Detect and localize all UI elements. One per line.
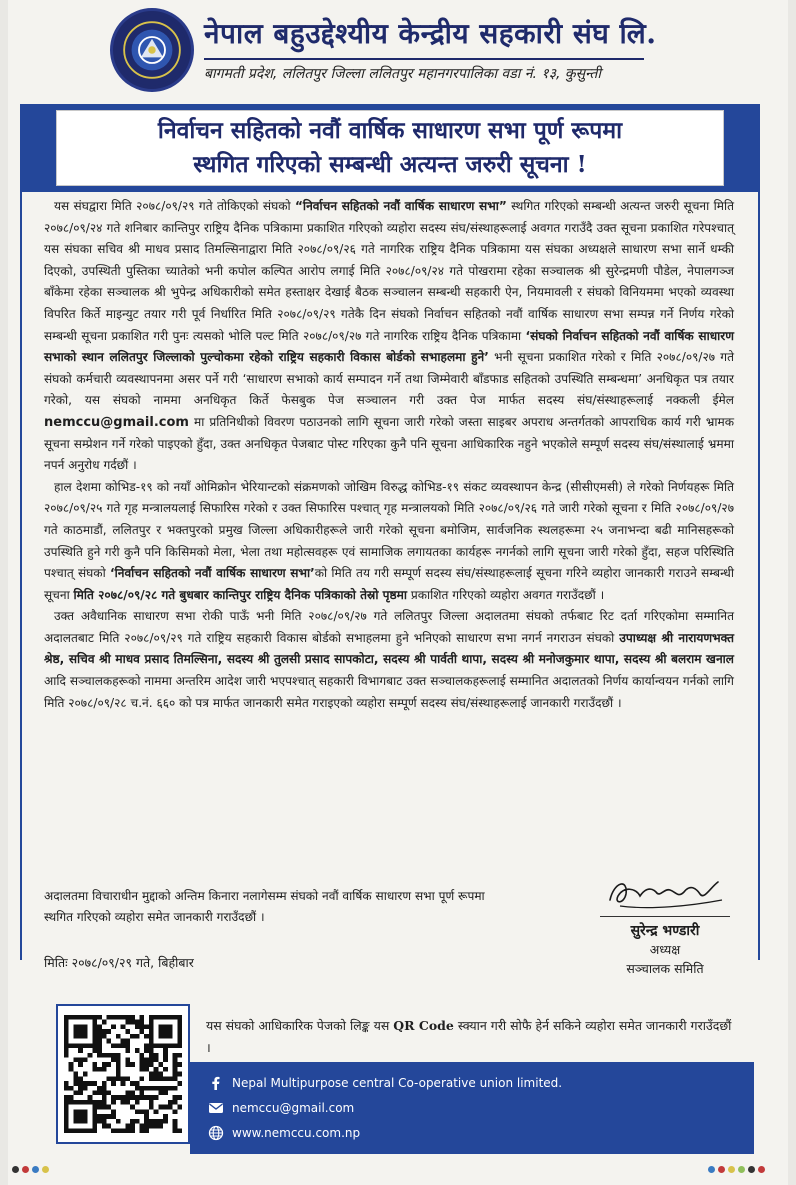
paragraph-3 [44,606,734,714]
title-line-2: स्थगित गरिएको सम्बन्धी अत्यन्त जरुरी सूचना ! [193,151,587,178]
emphasis-text: मिति २०७८/०९/२८ गते बुधबार कान्तिपुर राष्ट्रिय दैनिक पत्रिकाको तेस्रो पृष्ठमा [73,587,408,602]
fake-email-text: nemccu@gmail.com [44,414,189,430]
website-row[interactable] [208,1122,360,1144]
signatory-committee: सञ्चालक समिति [626,961,704,976]
qr-note [206,1015,736,1059]
mail-icon [208,1100,224,1116]
email-row[interactable] [208,1097,354,1119]
organization-name: नेपाल बहुउद्देश्यीय केन्द्रीय सहकारी संघ लि. [204,17,657,50]
body-text-run: उक्त अवैधानिक साधारण सभा रोकी पाऊँ भनी मिति २०७८/०९/२७ गते ललितपुर जिल्ला अदालतमा संघको तर्फबाट रिट दर्ता गरिएकोमा सम्मानित अदालतबाट मिति २०७८/०९/२९ गते राष्ट्रिय सहकारी विकास बोर्डको सभाहलमा हुने भनिएको साधारण सभा नगर्न नगराउन संघको [44,609,734,645]
signatory-name: सुरेन्द्र भण्डारी [630,923,700,939]
body-text-run: को मिति तय गरी सम्पूर्ण सदस्य संघ/संस्थाहरूलाई सूचना गरिने व्यहोरा जानकारी गराउने सम्बन्धी सूचना [44,566,734,602]
paragraph-2 [44,477,734,607]
emphasis-text: ‘निर्वाचन सहितको नवौं वार्षिक साधारण सभा’ [110,566,315,581]
organization-address: बागमती प्रदेश, ललितपुर जिल्ला ललितपुर महानगरपालिका वडा नं. १३, कुसुन्ती [204,66,602,82]
closing-line-1: अदालतमा विचाराधीन मुद्दाको अन्तिम किनारा नलागेसम्म संघको नवौं वार्षिक साधारण सभा पूर्ण रूपमा [44,889,485,903]
contact-website: www.nemccu.com.np [232,1126,361,1140]
notice-sheet [8,0,788,1185]
notice-date: मितिः २०७८/०९/२९ गते, बिहीबार [44,955,194,970]
emphasis-text: “निर्वाचन सहितको नवौं वार्षिक साधारण सभा” [294,199,507,213]
color-registration-dots-right [708,1166,765,1174]
header-divider [204,58,644,60]
notice-body [44,196,734,714]
qr-note-text-end: स्क्यान गरी सोफै हेर्न सकिने व्यहोरा समेत जानकारी गराउँदछौं । [206,1018,732,1055]
facebook-icon [208,1075,224,1091]
body-text-run: भनी सूचना प्रकाशित गरेको र मिति २०७८/०९/२७ गते संघको कर्मचारी व्यवस्थापनमा असर पर्ने गरी ‘साधारण सभाको कार्य सम्पादन गर्ने तथा जिम्मेवारी बाँडफाड सहितको उपस्थिति सम्बन्धमा’ अनधिकृत पत्र तयार गरेको, यस संघको नाममा अनधिकृत किर्ते फेसबुक पेज सञ्चालन गरी उक्त पेज मार्फत सदस्य संघ/संस्थाहरूलाई नक्कली ईमेल [44,350,734,408]
header [8,0,788,105]
signatory-role: अध्यक्ष [649,942,681,957]
color-registration-dots-left [12,1166,49,1174]
facebook-page-name: Nepal Multipurpose central Co-operative union limited. [232,1076,563,1090]
body-text-run: यस संघद्वारा मिति २०७८/०९/२९ गते तोकिएको संघको [54,199,295,213]
closing-statement [44,886,604,928]
body-text-run: प्रकाशित गरिएको व्यहोरा अवगत गराउँदछौं । [407,587,605,602]
title-line-1: निर्वाचन सहितको नवौं वार्षिक साधारण सभा पूर्ण रूपमा [157,117,623,144]
emphasis-text: उपाध्यक्ष श्री नारायणभक्त श्रेष्ठ, सचिव श्री माधव प्रसाद तिमल्सिना, सदस्य श्री तुलसी प्रसाद सापकोटा, सदस्य श्री पार्वती थापा, सदस्य श्री मनोजकुमार थापा, सदस्य श्री बलराम खनाल [44,630,734,667]
body-text-run: हाल देशमा कोभिड-१९ को नयाँ ओमिक्रोन भेरियान्टको संक्रमणको जोखिम विरुद्ध कोभिड-१९ संकट व्यवस्थापन केन्द्र (सीसीएमसी) ले गरेको निर्णयहरू मिति २०७८/०९/२५ गते गृह मन्त्रालयलाई सिफारिस गरेको र उक्त सिफारिस पश्चात् गृह मन्त्रालयको मिति २०७८/०९/२६ गते जारी गरेको सूचना र मिति २०७८/०९/२७ गते काठमाडौं, ललितपुर र भक्तपुरको प्रमुख जिल्ला अधिकारीहरूले जारी गरेको सूचना बमोजिम, सार्वजनिक स्थलहरूमा २५ जनाभन्दा बढी मानिसहरूको उपस्थिति हुने गरी कुनै पनि किसिमको मेला, भेला तथा महोत्सवहरू एवं सामाजिक लगायतका कार्यहरू नगर्नको लागि सूचना जारी गरेको हुँदा, सहज परिस्थिति पश्चात् संघको [44,479,734,581]
contact-email: nemccu@gmail.com [232,1101,355,1115]
body-text-run: स्थगित गरिएको सम्बन्धी अत्यन्त जरुरी सूचना मिति २०७८/०९/२४ गते शनिबार कान्तिपुर राष्ट्रिय दैनिक पत्रिकामा प्रकाशित गरिएको व्यहोरा सदस्य संघ/संस्थाहरूलाई अवगत गराउँदै उक्त सूचना प्रकाशित गरेपश्चात् यस संघका सचिव श्री माधव प्रसाद तिमल्सिनाद्वारा मिति २०७८/०९/२६ गते नागरिक राष्ट्रिय दैनिक पत्रिकामा यस संघका अध्यक्षले साधारण सभा सार्ने धम्की दिएको, उपस्थिती पुस्तिका च्यातेको भनी कपोल कल्पित आरोप लगाई मिति २०७८/०९/२४ गते पोखरामा रहेका सञ्चालक श्री सुरेन्द्रमणी पौडेल, नेपालगञ्ज बाँकेमा रहेका सञ्चालक श्री भुपेन्द्र अधिकारीको समेत हस्ताक्षर देखाई बैठक सञ्चालन सम्बन्धी सहकारी ऐन, नियमावली र संघको विनियममा भएको व्यवस्था विपरित किर्ते माइन्युट तयार गरी पूर्व निर्धारित मिति २०७८/०९/२९ गतेकै दिन संघको निर्वाचन सहितको नवौं वार्षिक साधारण सभा सम्पन्न गर्ने निर्णय गरेको सम्बन्धी सूचना प्रकाशित गरी पुनः त्यसको भोलि पल्ट मिति २०७८/०९/२७ गते नागरिक राष्ट्रिय दैनिक पत्रिकामा [44,199,734,343]
emphasis-text: ‘संघको निर्वाचन सहितको नवौं वार्षिक साधारण सभाको स्थान ललितपुर जिल्लाको पुल्चोकमा रहेको राष्ट्रिय सहकारी विकास बोर्डको सभाहलमा हुने’ [44,328,735,365]
handwritten-signature [600,870,730,914]
title-banner [20,104,760,192]
closing-line-2: स्थगित गरिएको व्यहोरा समेत जानकारी गराउँदछौं । [44,910,265,924]
body-text-run: मा प्रतिनिधीको विवरण पठाउनको लागि सूचना जारी गरेको जस्ता साइबर अपराध अन्तर्गतको आपराधिक कार्य गरी भ्रामक सूचना सम्प्रेशन गर्ने गरेको पाइएको हुँदा, उक्त अनधिकृत पेजबाट पोस्ट गरिएका कुनै पनि सूचना आधिकारिक नहुने भएकोले सम्पूर्ण सदस्य संघ/संस्थालाई भ्रममा नपर्न अनुरोध गर्दछौं । [44,414,734,473]
signature-line [600,916,730,917]
body-text-run: आदि सञ्चालकहरूको नाममा अन्तरिम आदेश जारी भएपश्चात् सहकारी विभागबाट उक्त सञ्चालकहरूलाई सम्मानित अदालतको निर्णय कार्यान्वयन गर्नको लागि मिति २०७८/०९/२८ च.नं. ६६० को पत्र मार्फत जानकारी समेत गराइएको व्यहोरा सम्पूर्ण सदस्य संघ/संस्थाहरूलाई जानकारी गराउँदछौं । [44,674,734,710]
qr-note-text: यस संघको आधिकारिक पेजको लिङ्क यस [206,1018,394,1033]
signature-block [600,870,730,978]
globe-icon [208,1125,224,1141]
organization-logo [110,8,194,92]
facebook-row[interactable] [208,1072,562,1094]
contact-band [190,1062,754,1154]
title-box [56,110,724,186]
qr-code-label: QR Code [393,1018,454,1033]
qr-code[interactable] [56,1004,190,1144]
paragraph-1 [44,196,734,477]
